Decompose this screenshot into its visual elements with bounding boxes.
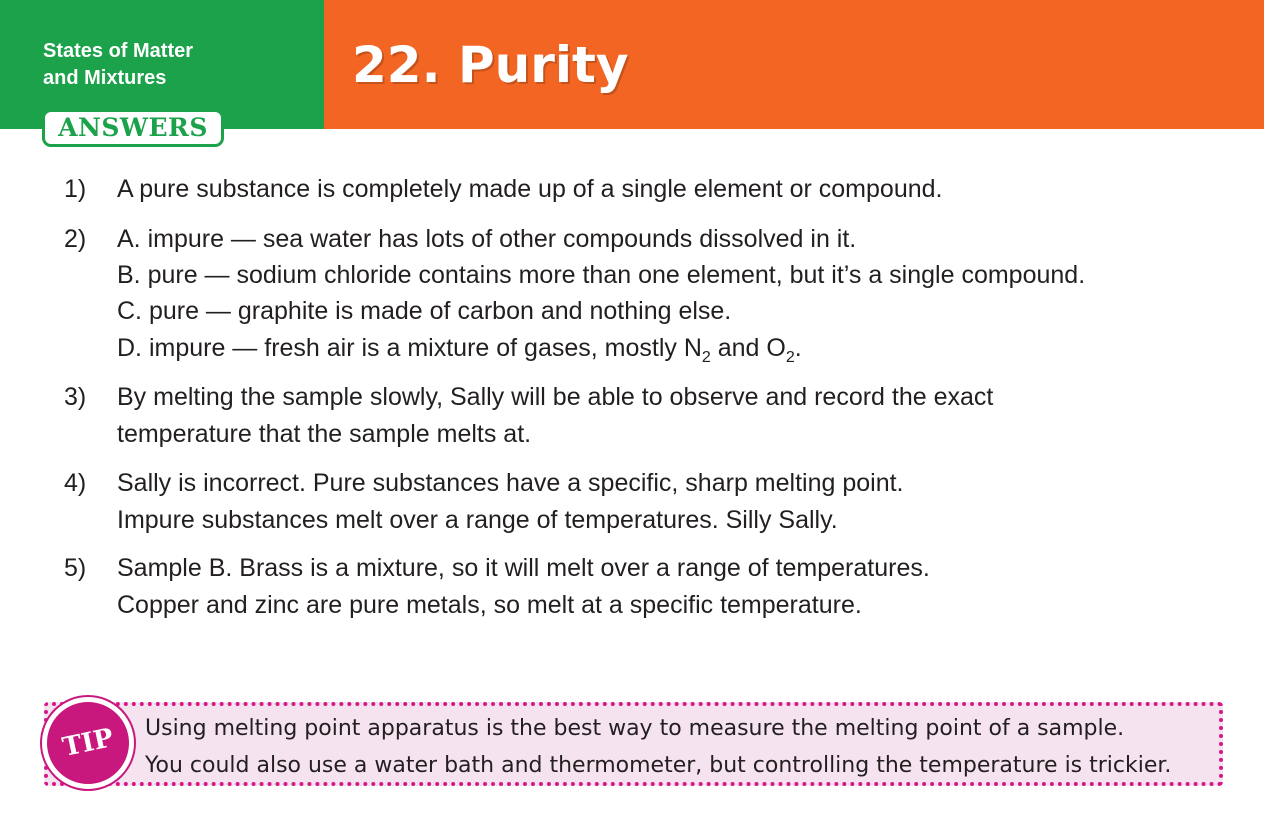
answer-text: . <box>794 334 802 362</box>
answer-line: By melting the sample slowly, Sally will be able to observe and record the exact <box>117 383 994 411</box>
answer-line: A pure substance is completely made up of a single element or compound. <box>117 175 943 203</box>
topic-line-2: and Mixtures <box>43 67 167 89</box>
subscript: 2 <box>785 349 795 366</box>
subscript: 2 <box>701 349 711 366</box>
answer-number: 5) <box>64 554 87 582</box>
answer-line: A. impure — sea water has lots of other compounds dissolved in it. <box>117 225 857 253</box>
answer-number: 1) <box>64 175 87 203</box>
answer-line: Impure substances melt over a range of temperatures. Silly Sally. <box>117 506 838 534</box>
answer-line: Copper and zinc are pure metals, so melt at a specific temperature. <box>117 591 862 619</box>
answers-badge: ANSWERS <box>42 109 224 147</box>
page-title: 22. Purity <box>352 36 629 94</box>
answer-number: 2) <box>64 225 87 253</box>
tip-badge <box>42 697 134 789</box>
answer-line: Sally is incorrect. Pure substances have a specific, sharp melting point. <box>117 469 904 497</box>
tip-label: TIP <box>59 723 117 763</box>
answer-line: temperature that the sample melts at. <box>117 420 532 448</box>
answer-text: and O <box>710 334 786 362</box>
answer-line: B. pure — sodium chloride contains more than one element, but it’s a single compound. <box>117 261 1086 289</box>
topic-line-1: States of Matter <box>43 40 194 62</box>
answer-line-with-formulas <box>117 330 802 367</box>
answer-text: D. impure — fresh air is a mixture of gases, mostly N <box>117 334 702 362</box>
tip-text-line: Using melting point apparatus is the best way to measure the melting point of a sample. <box>145 716 1125 741</box>
topic-heading <box>43 38 193 92</box>
answer-line: Sample B. Brass is a mixture, so it will melt over a range of temperatures. <box>117 554 930 582</box>
answer-number: 3) <box>64 383 87 411</box>
tip-text-line: You could also use a water bath and thermometer, but controlling the temperature is trickier. <box>145 753 1172 778</box>
answer-line: C. pure — graphite is made of carbon and nothing else. <box>117 297 732 325</box>
answer-number: 4) <box>64 469 87 497</box>
